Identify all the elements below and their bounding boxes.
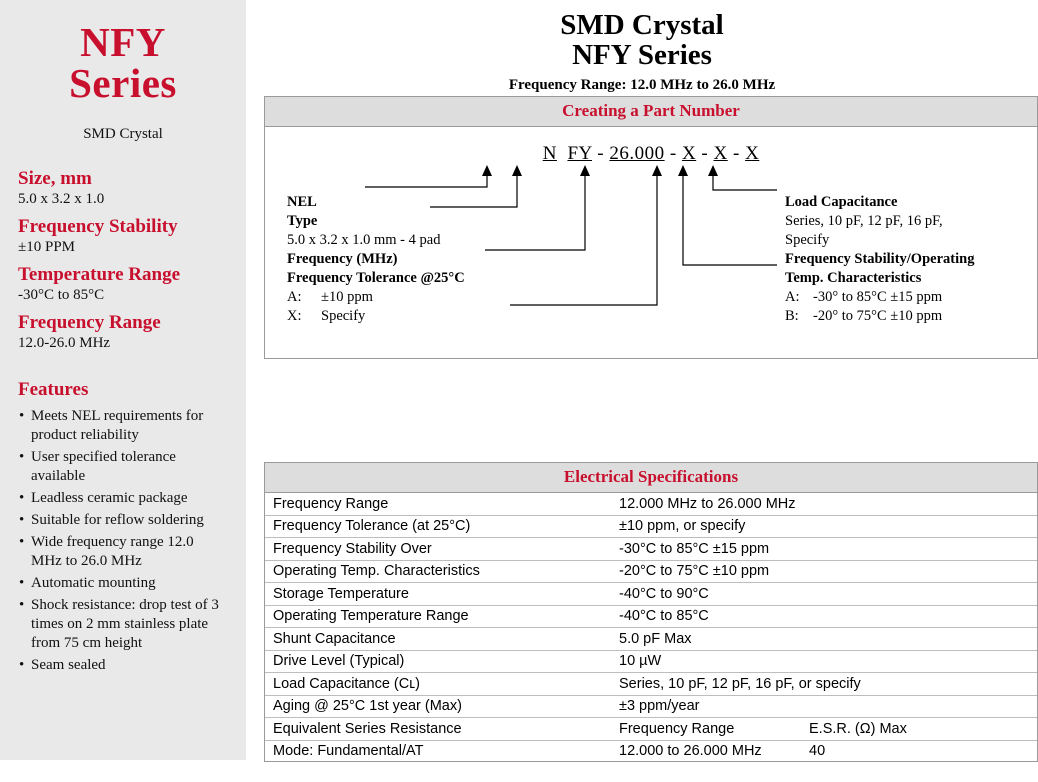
spec-head-frequency-range: Frequency Range — [18, 312, 161, 333]
param-name: Operating Temp. Characteristics — [265, 560, 611, 583]
param-name: Frequency Tolerance (at 25°C) — [265, 515, 611, 538]
table-row — [265, 628, 1037, 651]
stability-option-a-value: -30° to 85°C ±15 ppm — [813, 289, 943, 305]
electrical-panel-title: Electrical Specifications — [265, 463, 1037, 493]
stability-option-a-key: A: — [785, 289, 800, 305]
spec-head-temperature-range: Temperature Range — [18, 264, 181, 285]
esr-value-group — [619, 721, 1029, 737]
pn-segment-stability: X — [713, 143, 728, 164]
part-number-code — [265, 143, 1037, 165]
pn-segment-tolerance: X — [681, 143, 697, 164]
table-row — [265, 650, 1037, 673]
param-value: -20°C to 75°C ±10 ppm — [611, 560, 1037, 583]
param-value: 10 µW — [611, 650, 1037, 673]
features-list — [18, 407, 228, 675]
table-row — [265, 695, 1037, 718]
page-title-line-1: SMD Crystal — [560, 9, 724, 41]
param-name: Equivalent Series Resistance — [265, 718, 611, 741]
list-item: • Leadless ceramic package — [18, 489, 228, 508]
param-name: Storage Temperature — [265, 583, 611, 606]
list-item: • Shock resistance: drop test of 3 times on 2 mm stainless plate from 75 cm height — [18, 596, 228, 653]
features-heading: Features — [18, 379, 89, 400]
brand-subtitle: SMD Crystal — [83, 126, 163, 142]
tolerance-option-a-key: A: — [287, 289, 302, 305]
callout-nel: NEL — [287, 194, 317, 210]
electrical-specifications-panel — [264, 462, 1038, 762]
param-name: Load Capacitance (Cʟ) — [265, 673, 611, 696]
pn-segment-n: N — [542, 143, 557, 164]
pn-segment-load-capacitance: X — [745, 143, 760, 164]
spec-value-size: 5.0 x 3.2 x 1.0 — [18, 191, 105, 207]
callout-tolerance-option-x — [287, 307, 577, 326]
sidebar-spec-list — [18, 167, 228, 353]
param-value: -40°C to 90°C — [611, 583, 1037, 606]
brand-line-2: Series — [69, 60, 177, 106]
mode-esr-max: 40 — [809, 743, 826, 759]
tolerance-option-x-value: Specify — [321, 308, 366, 324]
brand-title — [18, 19, 228, 106]
callout-type: Type — [287, 213, 318, 229]
spec-value-temperature-range: -30°C to 85°C — [18, 287, 105, 303]
mode-value-group — [619, 743, 1029, 759]
pn-segment-fy: FY — [567, 143, 593, 164]
list-item: • Suitable for reflow soldering — [18, 511, 228, 530]
param-value: 5.0 pF Max — [611, 628, 1037, 651]
param-name: Mode: Fundamental/AT — [265, 740, 611, 762]
param-value: 12.000 MHz to 26.000 MHz — [619, 495, 796, 512]
pn-dash-4: - — [727, 143, 746, 164]
param-value: -30°C to 85°C ±15 ppm — [611, 538, 1037, 561]
pn-dash-3: - — [696, 143, 714, 164]
param-value — [611, 740, 1037, 762]
callout-frequency: Frequency (MHz) — [287, 251, 398, 267]
page-subtitle: Frequency Range: 12.0 MHz to 26.0 MHz — [508, 77, 776, 93]
callout-frequency-tolerance: Frequency Tolerance @25°C — [287, 270, 465, 286]
callout-stability-line-2: Temp. Characteristics — [785, 270, 922, 286]
table-row — [265, 538, 1037, 561]
param-value: ±10 ppm, or specify — [611, 515, 1037, 538]
tolerance-option-x-key: X: — [287, 308, 302, 324]
callout-tolerance-option-a — [287, 288, 577, 307]
table-row — [265, 718, 1037, 741]
param-value: -40°C to 85°C — [611, 605, 1037, 628]
list-item: • Wide frequency range 12.0 MHz to 26.0 MHz — [18, 533, 228, 571]
table-row — [265, 605, 1037, 628]
param-name: Drive Level (Typical) — [265, 650, 611, 673]
part-number-panel — [264, 96, 1038, 359]
list-item: • Seam sealed — [18, 656, 228, 675]
callouts-left — [287, 193, 577, 326]
spec-value-frequency-range: 12.0-26.0 MHz — [18, 335, 111, 351]
spec-head-size: Size, mm — [18, 168, 92, 189]
table-row — [265, 560, 1037, 583]
param-name: Operating Temperature Range — [265, 605, 611, 628]
electrical-specifications-table — [265, 493, 1037, 762]
table-row — [265, 583, 1037, 606]
pn-dash-2: - — [664, 143, 682, 164]
brand-line-1: NFY — [80, 19, 166, 65]
param-value: ±3 ppm/year — [611, 695, 1037, 718]
stability-option-b-value: -20° to 75°C ±10 ppm — [813, 308, 943, 324]
callout-load-capacitance: Load Capacitance — [785, 194, 898, 210]
mode-frequency-range: 12.000 to 26.000 MHz — [619, 743, 762, 759]
callout-load-capacitance-specify: Specify — [785, 232, 830, 248]
param-value — [611, 718, 1037, 741]
param-name: Frequency Stability Over — [265, 538, 611, 561]
esr-frequency-range-label: Frequency Range — [619, 720, 735, 737]
main-content — [246, 0, 1038, 782]
callout-type-value: 5.0 x 3.2 x 1.0 mm - 4 pad — [287, 232, 441, 248]
page-title-line-2: NFY Series — [572, 39, 712, 71]
callout-load-capacitance-values: Series, 10 pF, 12 pF, 16 pF, — [785, 213, 943, 229]
callouts-right — [785, 193, 1035, 326]
part-number-callouts — [265, 165, 1037, 355]
list-item: • Automatic mounting — [18, 574, 228, 593]
spec-head-frequency-stability: Frequency Stability — [18, 216, 178, 237]
callout-stability-option-a — [785, 288, 1035, 307]
stability-option-b-key: B: — [785, 308, 799, 324]
param-name: Shunt Capacitance — [265, 628, 611, 651]
table-row — [265, 493, 1037, 515]
sidebar — [0, 0, 246, 760]
esr-max-label: E.S.R. (Ω) Max — [809, 720, 907, 737]
param-name: Frequency Range — [273, 495, 389, 512]
part-number-panel-title: Creating a Part Number — [265, 97, 1037, 127]
pn-segment-frequency: 26.000 — [609, 143, 665, 164]
list-item: • User specified tolerance available — [18, 448, 228, 486]
tolerance-option-a-value: ±10 ppm — [321, 289, 373, 305]
table-row — [265, 515, 1037, 538]
table-row — [265, 740, 1037, 762]
list-item: • Meets NEL requirements for product reliability — [18, 407, 228, 445]
callout-stability-option-b — [785, 307, 1035, 326]
param-value: Series, 10 pF, 12 pF, 16 pF, or specify — [611, 673, 1037, 696]
callout-stability-line-1: Frequency Stability/Operating — [785, 251, 975, 267]
pn-dash-1: - — [592, 143, 610, 164]
spec-value-frequency-stability: ±10 PPM — [18, 239, 76, 255]
param-name: Aging @ 25°C 1st year (Max) — [265, 695, 611, 718]
page-title — [246, 10, 1038, 70]
table-row — [265, 673, 1037, 696]
